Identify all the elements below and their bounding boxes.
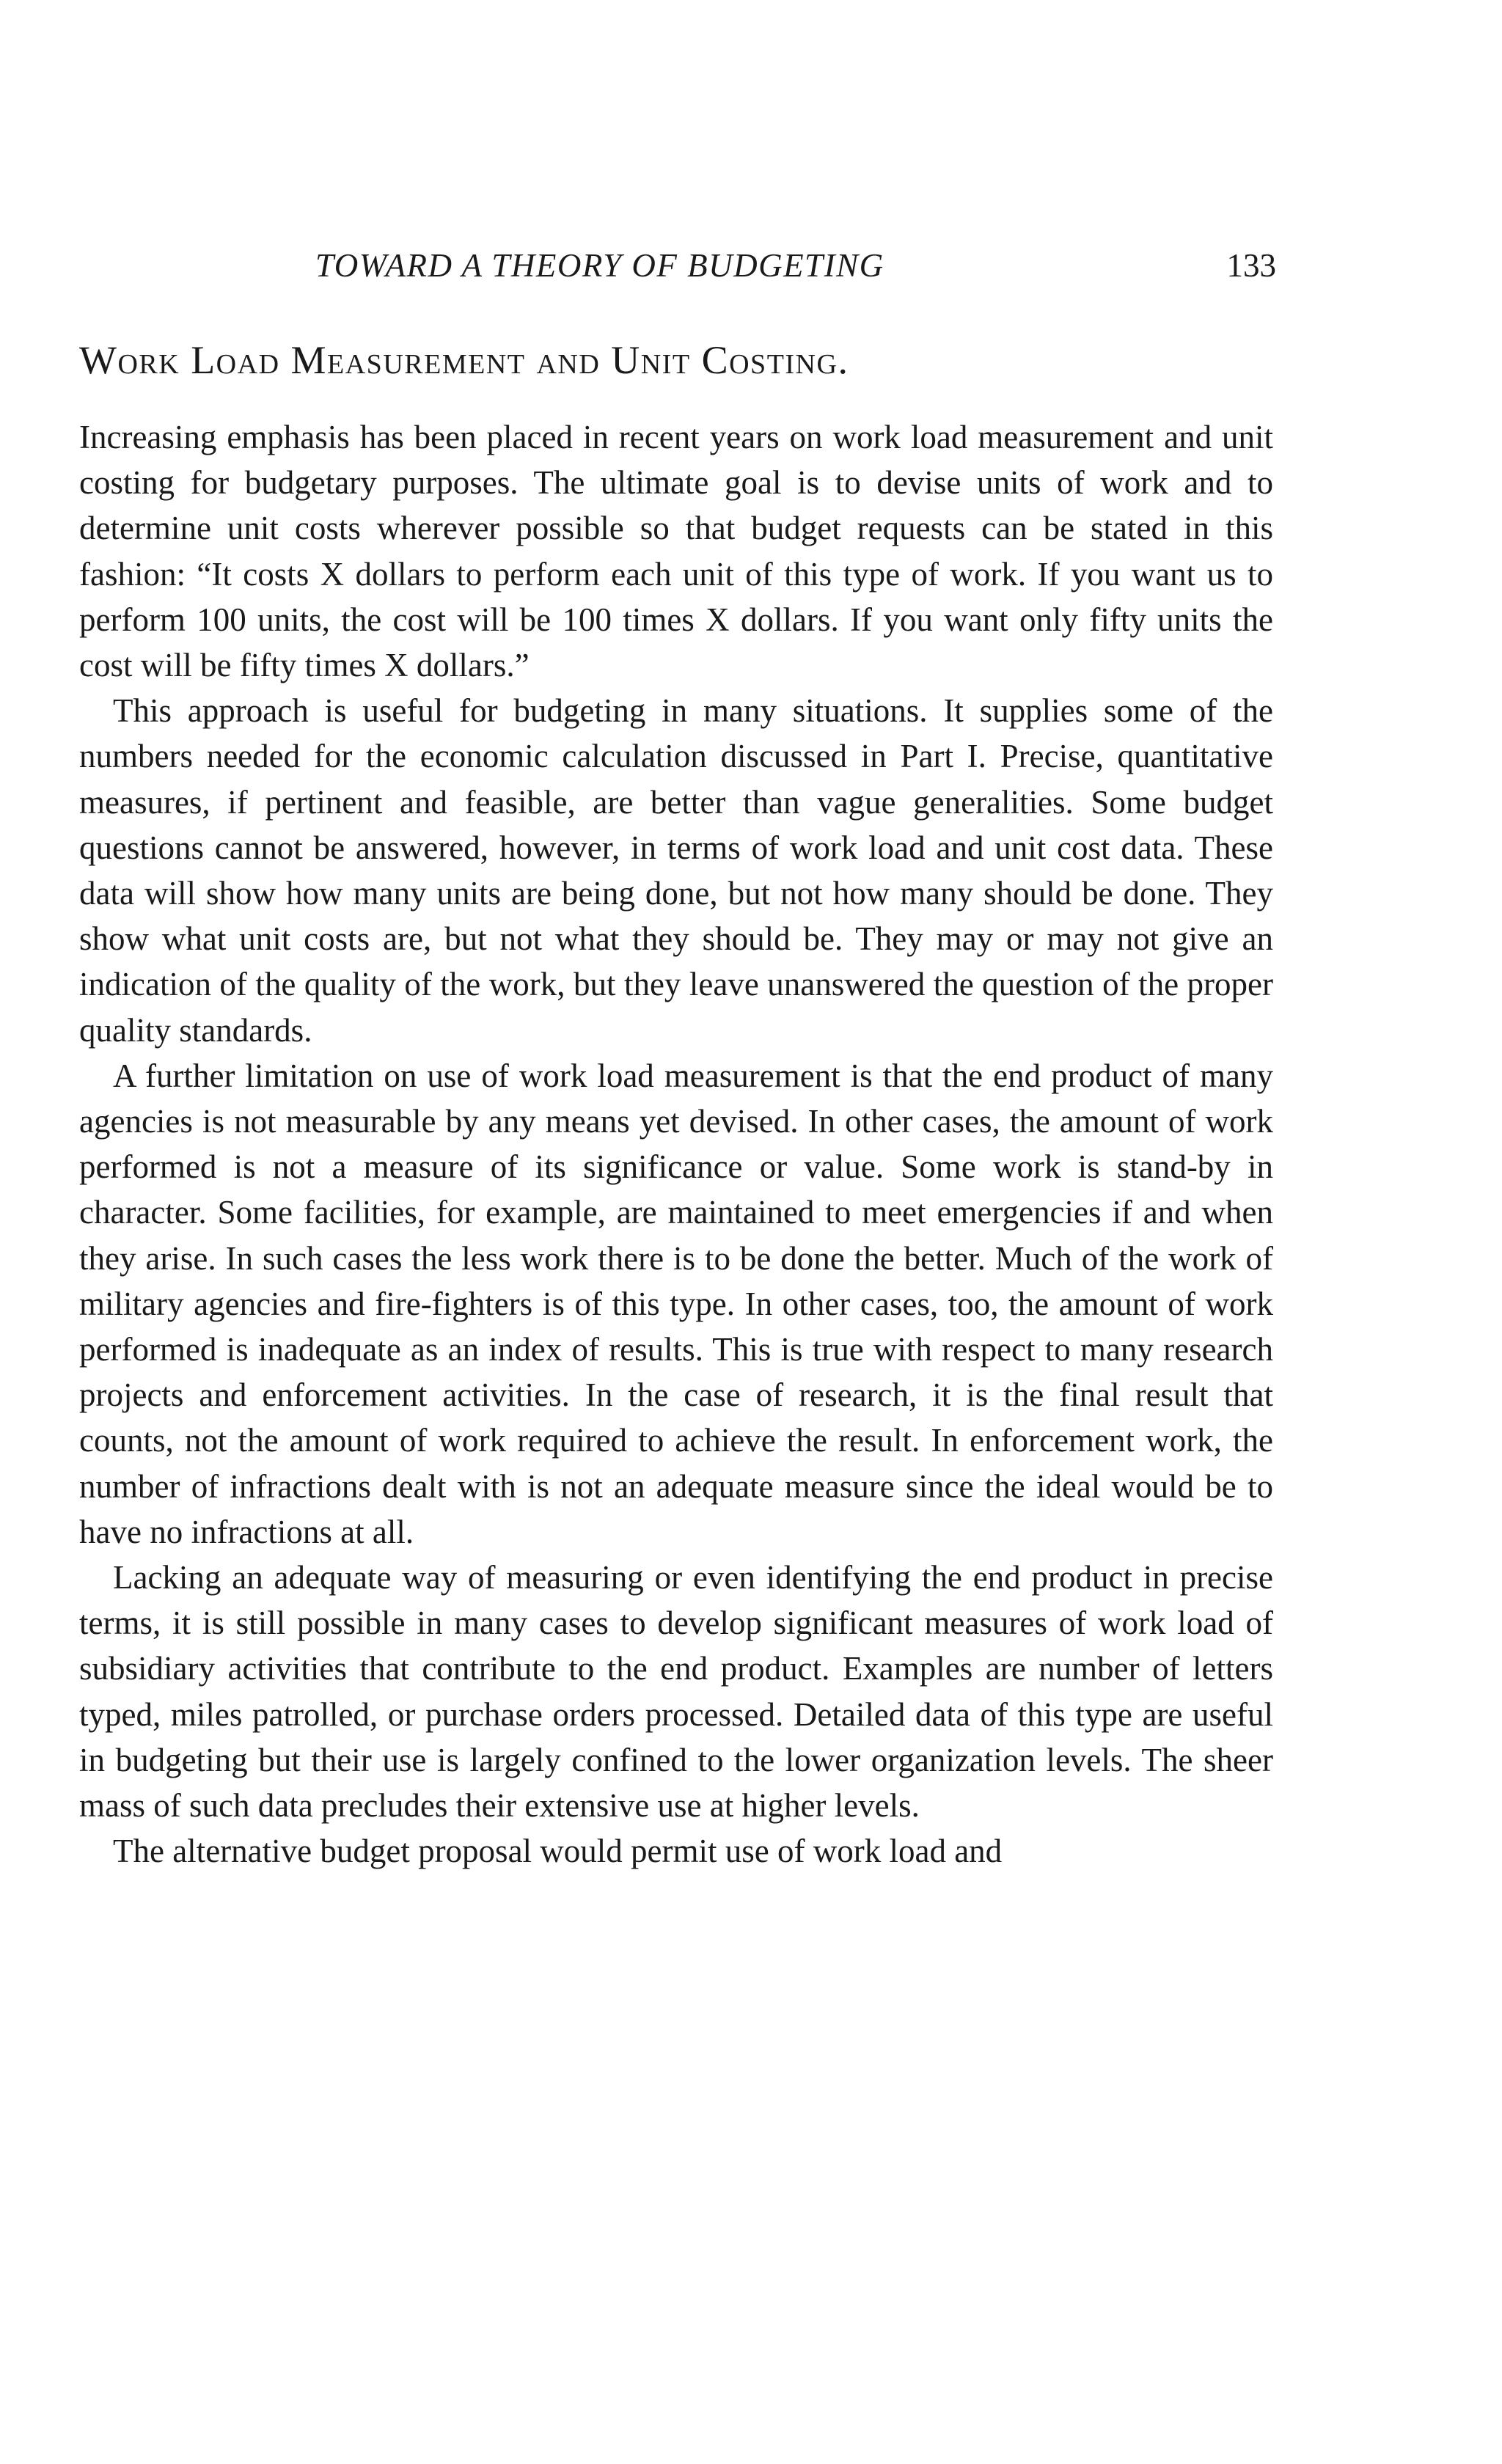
paragraph-2: This approach is useful for budgeting in many situations. It supplies some of the numbers needed for the economic calculation discussed in Part I. Precise, quantitative measures, if pertinent and feasible, are better than vague generalities. Some budget questions cannot be answered, however, in terms of work load and unit cost data. These data will show how many units are being done, but not how many should be done. They show what unit costs are, but not what they should be. They may or may not give an indication of the quality of the work, but they leave unanswered the question of the proper quality standards. <box>79 692 1273 1049</box>
section-heading: Work Load Measurement and Unit Costing. <box>79 338 849 382</box>
page-number: 133 <box>1226 247 1276 284</box>
running-head <box>315 246 1276 290</box>
paragraph-4: Lacking an adequate way of measuring or even identifying the end product in precise terms, it is still possible in many cases to develop significant measures of work load of subsidiary activities that contribute to the end product. Examples are number of letters typed, miles patrolled, or purchase orders processed. Detailed data of this type are useful in budgeting but their use is largely confined to the lower organization levels. The sheer mass of such data precludes their extensive use at higher levels. <box>79 1559 1273 1825</box>
paragraph-3: A further limitation on use of work load measurement is that the end product of many agencies is not measurable by any means yet devised. In other cases, the amount of work performed is not a measure of its significance or value. Some work is stand-by in character. Some facilities, for example, are maintained to meet emergencies if and when they arise. In such cases the less work there is to be done the better. Much of the work of military agencies and fire-fighters is of this type. In other cases, too, the amount of work performed is inadequate as an index of results. This is true with respect to many research projects and enforcement activities. In the case of research, it is the final result that counts, not the amount of work required to achieve the result. In enforcement work, the number of infractions dealt with is not an adequate measure since the ideal would be to have no infractions at all. <box>79 1057 1273 1550</box>
running-title: TOWARD A THEORY OF BUDGETING <box>315 247 884 284</box>
paragraph-1: Increasing emphasis has been placed in recent years on work load measurement and unit costing for budgetary purposes. The ultimate goal is to devise units of work and to determine unit costs wherever possible so that budget requests can be stated in this fashion: “It costs X dollars to perform each unit of this type of work. If you want us to perform 100 units, the cost will be 100 times X dollars. If you want only fifty units the cost will be fifty times X dollars.” <box>79 419 1273 684</box>
body-text <box>79 414 1273 1874</box>
paragraph-5: The alternative budget proposal would permit use of work load and <box>113 1833 1003 1870</box>
